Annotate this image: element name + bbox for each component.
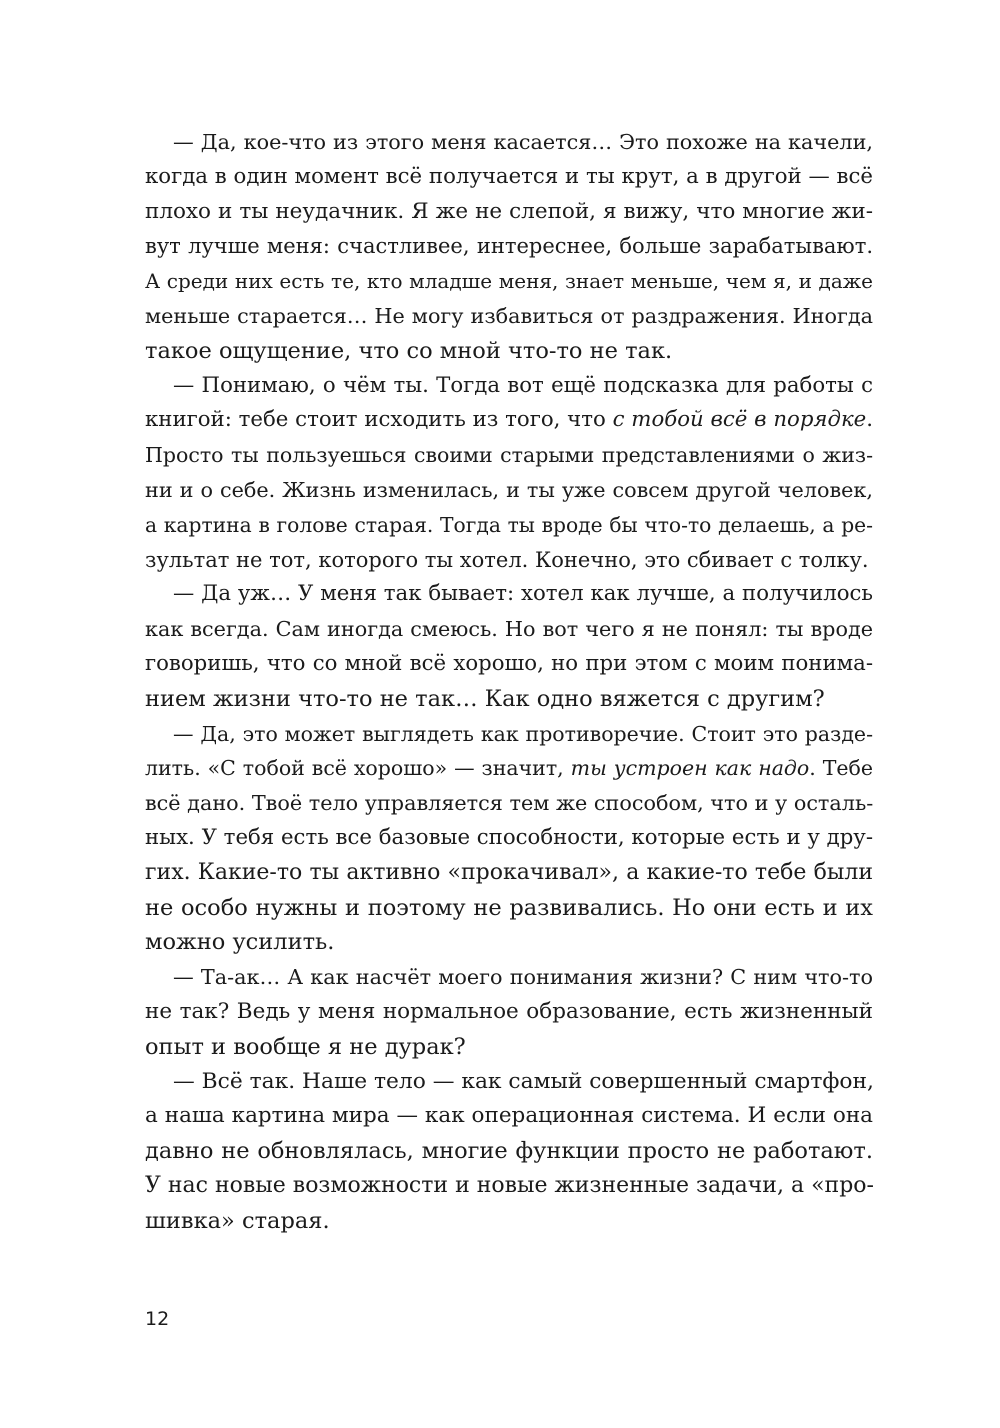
text-segment: зультат не тот, которого ты хотел. Конечно, это сбивает с толку. (145, 547, 869, 572)
text-line (145, 473, 873, 508)
text-line (145, 543, 873, 578)
text-segment: а картина в голове старая. Тогда ты вроде бы что-то делаешь, а ре- (145, 512, 873, 537)
text-segment: гих. Какие-то ты активно «прокачивал», а какие-то тебе были (145, 859, 873, 885)
text-line (145, 717, 873, 752)
text-line (145, 195, 873, 230)
paragraph (145, 1065, 873, 1239)
text-segment: нием жизни что-то не так… Как одно вяжется с другим? (145, 685, 825, 712)
paragraph (145, 960, 873, 1064)
body-text (145, 125, 873, 1239)
text-line (145, 647, 873, 682)
text-segment: У нас новые возможности и новые жизненные задачи, а «про- (145, 1172, 874, 1198)
text-segment: вут лучше меня: счастливее, интереснее, больше зарабатывают. (145, 234, 873, 259)
italic-text: с тобой всё в порядке (612, 407, 867, 433)
text-line (145, 682, 873, 717)
text-line (145, 1065, 873, 1100)
text-segment: давно не обновлялась, многие функции просто не работают. (145, 1138, 873, 1165)
text-segment: шивка» старая. (145, 1207, 330, 1234)
text-line (145, 160, 873, 195)
text-segment: — Всё так. Наше тело — как самый совершенный смартфон, (173, 1068, 874, 1094)
text-line (145, 577, 873, 612)
text-line (145, 751, 873, 786)
text-line (145, 369, 873, 404)
text-segment: книгой: тебе стоит исходить из того, что (145, 407, 613, 433)
text-segment: — Да, это может выглядеть как противоречие. Стоит это разде- (173, 721, 873, 746)
text-segment: как всегда. Сам иногда смеюсь. Но вот чего я не понял: ты вроде (145, 617, 873, 642)
text-segment: . (866, 407, 873, 433)
text-segment: . Тебе (809, 756, 873, 781)
paragraph (145, 125, 873, 369)
text-segment: — Та-ак… А как насчёт моего понимания жизни? С ним что-то (173, 965, 873, 990)
text-line (145, 821, 873, 856)
text-line (145, 229, 873, 264)
text-line (145, 960, 873, 995)
text-line (145, 995, 873, 1030)
text-segment: а наша картина мира — как операционная система. И если она (145, 1103, 873, 1129)
page-number: 12 (145, 1308, 170, 1330)
text-segment: — Да уж… У меня так бывает: хотел как лучше, а получилось (173, 581, 873, 607)
text-line (145, 856, 873, 891)
text-line (145, 125, 873, 160)
text-segment: не особо нужны и поэтому не развивались. Но они есть и их (145, 894, 873, 921)
text-line (145, 925, 873, 960)
text-segment: меньше старается… Не могу избавиться от раздражения. Иногда (145, 303, 873, 328)
text-segment: ных. У тебя есть все базовые способности, которые есть и у дру- (145, 824, 873, 850)
text-line (145, 438, 873, 473)
text-line (145, 334, 873, 369)
text-line (145, 1099, 873, 1134)
text-segment: когда в один момент всё получается и ты крут, а в другой — всё (145, 163, 873, 189)
text-line (145, 1169, 873, 1204)
text-segment: говоришь, что со мной всё хорошо, но при этом с моим понима- (145, 650, 873, 676)
text-segment: такое ощущение, что со мной что-то не так. (145, 337, 673, 364)
italic-text: ты устроен как надо (570, 756, 810, 781)
text-segment: А среди них есть те, кто младше меня, знает меньше, чем я, и даже (145, 269, 873, 294)
text-line (145, 1134, 873, 1169)
text-segment: можно усилить. (145, 929, 335, 956)
paragraph (145, 717, 873, 961)
text-line (145, 299, 873, 334)
text-line (145, 264, 873, 299)
paragraph (145, 369, 873, 578)
text-line (145, 1030, 873, 1065)
text-segment: ни и о себе. Жизнь изменилась, и ты уже совсем другой человек, (145, 477, 873, 502)
text-segment: — Понимаю, о чём ты. Тогда вот ещё подсказка для работы с (173, 372, 873, 398)
paragraph (145, 577, 873, 716)
text-segment: всё дано. Твоё тело управляется тем же способом, что и у осталь- (145, 791, 874, 816)
text-segment: Просто ты пользуешься своими старыми представлениями о жиз- (145, 443, 873, 468)
text-segment: опыт и вообще я не дурак? (145, 1033, 466, 1060)
text-line (145, 508, 873, 543)
text-line (145, 891, 873, 926)
text-segment: — Да, кое-что из этого меня касается… Это похоже на качели, (173, 130, 873, 154)
text-segment: не так? Ведь у меня нормальное образование, есть жизненный (145, 998, 873, 1024)
text-segment: лить. «С тобой всё хорошо» — значит, (145, 756, 571, 781)
text-line (145, 1204, 873, 1239)
text-line (145, 612, 873, 647)
text-line (145, 403, 873, 438)
text-line (145, 786, 873, 821)
text-segment: плохо и ты неудачник. Я же не слепой, я вижу, что многие жи- (145, 198, 873, 224)
